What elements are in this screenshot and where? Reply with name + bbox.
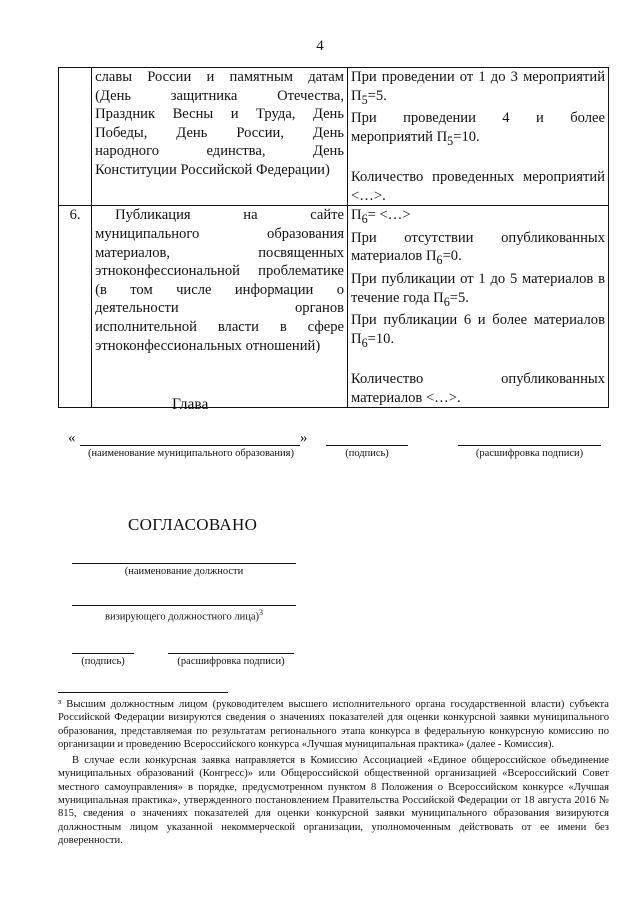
criteria-cell xyxy=(348,206,609,408)
row-number-cell xyxy=(59,68,92,206)
text-line: этноконфессиональной проблематике xyxy=(95,263,345,280)
text-line: Количество опубликованных xyxy=(351,371,605,388)
signature-caption-2: (подпись) xyxy=(81,656,125,667)
criterion-part: =10. xyxy=(453,128,480,145)
footnote-paragraph xyxy=(58,698,609,751)
decoding-line xyxy=(458,445,601,446)
table-row xyxy=(59,206,609,408)
text-line: При публикации 6 и более материалов xyxy=(351,312,605,329)
text-line: народного единства, День xyxy=(95,143,345,160)
footnote-separator xyxy=(58,692,228,693)
text-line: При публикации от 1 до 5 материалов в xyxy=(351,270,605,287)
signature-caption: (подпись) xyxy=(345,448,389,459)
quote-close: » xyxy=(300,430,308,446)
text-line: При проведении 4 и более xyxy=(351,110,605,127)
criterion-part: П xyxy=(351,207,362,224)
criterion-part: =10. xyxy=(367,330,395,347)
criterion-part: течение года П xyxy=(351,289,444,306)
text-line: (День защитника Отечества, xyxy=(95,87,345,104)
signature-line-2 xyxy=(72,653,134,654)
criteria-cell xyxy=(348,68,609,206)
position-caption: (наименование должности xyxy=(124,566,244,577)
text-line: этноконфессиональных отношений) xyxy=(95,337,321,354)
official-line xyxy=(72,605,296,606)
row-number-cell: 6. xyxy=(59,206,92,408)
text-line: муниципального образования xyxy=(95,225,345,242)
index-sub: 5 xyxy=(447,133,454,148)
text-line: исполнительной власти в сфере xyxy=(95,318,345,335)
criterion-text xyxy=(351,330,605,353)
index-sub: 5 xyxy=(361,92,368,107)
criterion-text xyxy=(351,206,605,229)
agreed-title: СОГЛАСОВАНО xyxy=(128,515,258,534)
text-line: Конституции Российской Федерации) xyxy=(95,161,330,178)
criterion-text xyxy=(351,289,605,312)
quote-open: « xyxy=(68,430,76,446)
criterion-part: =5. xyxy=(449,289,469,306)
index-sub: 6 xyxy=(361,335,368,350)
footnote xyxy=(58,698,609,847)
official-caption-text: визирующего должностного лица) xyxy=(105,611,259,623)
criterion-text xyxy=(351,247,605,270)
position-line xyxy=(72,563,296,564)
criterion-part: мероприятий П xyxy=(351,128,448,145)
head-title: Глава xyxy=(172,396,209,413)
text-line: славы России и памятным датам xyxy=(95,69,345,85)
decoding-caption: (расшифровка подписи) xyxy=(475,448,584,459)
text-line: материалов, посвященных xyxy=(95,244,345,261)
index-sub: 6 xyxy=(443,294,450,309)
criterion-part: При проведении от 1 до 3 мероприятий П xyxy=(351,69,605,104)
text-line: Публикация на сайте xyxy=(115,207,345,224)
decoding-line-2 xyxy=(168,653,294,654)
criterion-text xyxy=(351,128,605,151)
criterion-part: материалов П xyxy=(351,248,437,265)
indicator-name-cell xyxy=(92,68,348,206)
indicator-name-cell xyxy=(92,206,348,408)
table-row xyxy=(59,68,609,206)
text-line: При отсутствии опубликованных xyxy=(351,229,605,246)
text-line: Праздник Весны и Труда, День xyxy=(95,106,345,123)
criterion-part: = <…> xyxy=(367,207,411,224)
criterion-part: =0. xyxy=(442,248,462,265)
page-number: 4 xyxy=(316,38,324,54)
text-line: материалов <…>. xyxy=(351,389,461,406)
count-text: Количество проведенных мероприятий <…>. xyxy=(351,169,605,204)
criterion-part: =5. xyxy=(367,87,387,104)
official-caption xyxy=(72,608,296,623)
criterion-part: П xyxy=(351,330,362,347)
signature-line xyxy=(326,445,408,446)
municipality-line xyxy=(80,445,300,446)
criterion-text xyxy=(351,68,605,109)
text-line: деятельности органов xyxy=(95,300,345,317)
index-sub: 6 xyxy=(361,212,368,227)
footnote-paragraph: В случае если конкурсная заявка направляется в Комиссию Ассоциацией «Единое общероссийское объединение муниципальных образований (Конгресс)» или Общероссийской общественной организацией «Всероссийский Совет местного самоуправления» в порядке, предусмотренном пунктом 8 Положения о Всероссийском конкурсе «Лучшая муниципальная практика», утвержденного постановлением Правительства Российской Федерации от 18 августа 2016 № 815, сведения о значениях показателей для оценки конкурсной заявки муниципального образования визируются должностным лицом указанной некоммерческой организации, уполномоченным действовать от ее имени без доверенности. xyxy=(58,755,609,846)
text-line: Победы, День России, День xyxy=(95,124,345,141)
text-line: (в том числе информации о xyxy=(95,281,345,298)
footnote-text: Высшим должностным лицом (руководителем высшего исполнительного органа государственной власти) субъекта Российской Федерации визируются сведения о значениях показателей для оценки конкурсной заявки муниципального образования, представляемая по результатам регионального этапа конкурса в федеральную конкурсную комиссию по организации и проведению Всероссийского конкурса «Лучшая муниципальная практика» (далее - Комиссия). xyxy=(58,699,609,750)
index-sub: 6 xyxy=(436,253,443,268)
footnote-mark: ³ xyxy=(58,699,62,710)
footnote-ref: 3 xyxy=(258,608,263,617)
decoding-caption-2: (расшифровка подписи) xyxy=(177,656,285,667)
municipality-caption: (наименование муниципального образования) xyxy=(87,448,295,459)
criteria-table xyxy=(58,67,609,408)
